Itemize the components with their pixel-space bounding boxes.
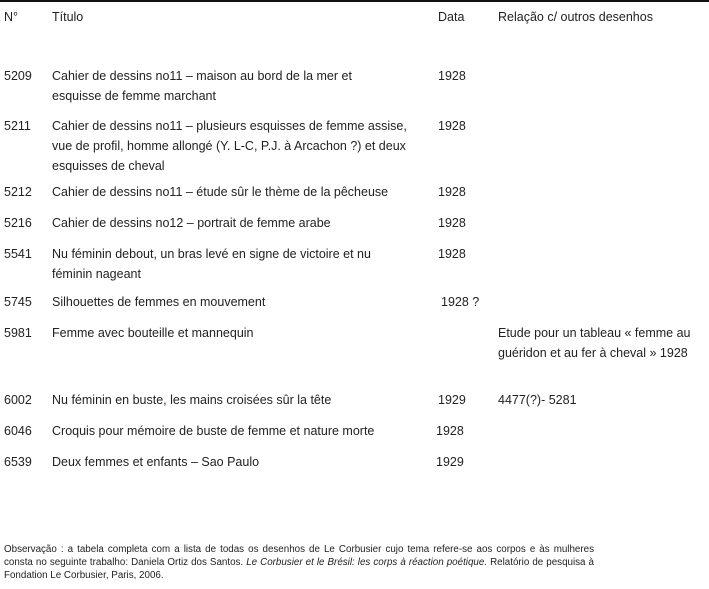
row-num: 5216 (4, 216, 32, 230)
row-title: Cahier de dessins no12 – portrait de femme arabe (52, 216, 331, 230)
row-date: 1928 (438, 185, 466, 199)
row-title: Nu féminin en buste, les mains croisées sûr la tête (52, 393, 332, 407)
row-num: 5981 (4, 326, 32, 340)
row-num: 6002 (4, 393, 32, 407)
row-date: 1928 (438, 216, 466, 230)
footnote (4, 543, 594, 582)
row-relation: Etude pour un tableau « femme au guéridon et au fer à cheval » 1928 (498, 326, 691, 360)
row-title: Croquis pour mémoire de buste de femme et nature morte (52, 424, 375, 438)
row-date: 1928 (436, 424, 464, 438)
row-title: Deux femmes et enfants – Sao Paulo (52, 455, 260, 469)
row-num: 6539 (4, 455, 32, 469)
row-title: Femme avec bouteille et mannequin (52, 326, 254, 340)
header-date: Data (438, 10, 465, 24)
row-date: 1928 ? (441, 295, 480, 309)
row-num: 5212 (4, 185, 32, 199)
row-date: 1928 (438, 119, 466, 133)
row-num: 5209 (4, 69, 32, 83)
row-title: Cahier de dessins no11 – plusieurs esquisses de femme assise, vue de profil, homme allongé (Y. L-C, P.J. à Arcachon ?) et deux esquisses de cheval (52, 119, 407, 173)
row-num: 5745 (4, 295, 32, 309)
row-date: 1928 (438, 69, 466, 83)
row-title: Silhouettes de femmes en mouvement (52, 295, 266, 309)
footnote-cited-title: Le Corbusier et le Brésil: les corps à réaction poétique. (246, 557, 488, 568)
row-title: Cahier de dessins no11 – étude sûr le thème de la pêcheuse (52, 185, 389, 199)
row-date: 1929 (436, 455, 464, 469)
row-date: 1928 (438, 247, 466, 261)
row-num: 5541 (4, 247, 32, 261)
row-num: 6046 (4, 424, 32, 438)
row-relation: 4477(?)- 5281 (498, 393, 577, 407)
row-title: Cahier de dessins no11 – maison au bord de la mer et esquisse de femme marchant (52, 69, 352, 103)
row-date: 1929 (438, 393, 466, 407)
row-num: 5211 (4, 119, 31, 133)
top-rule (0, 0, 709, 2)
footnote-text-end: Relatório de pesquisa à Fondation Le Corbusier, Paris, 2006. (4, 557, 594, 581)
footnote-text: Observação : a tabela completa com a lista de todas os desenhos de Le Corbusier cujo tema refere-se aos corpos e às mulheres consta no seguinte trabalho: Daniela Ortiz dos Santos. (4, 544, 594, 568)
header-relation: Relação c/ outros desenhos (498, 10, 653, 24)
header-num: N° (4, 10, 19, 24)
row-title: Nu féminin debout, un bras levé en signe de victoire et nu féminin nageant (52, 247, 371, 281)
header-title: Título (52, 10, 84, 24)
